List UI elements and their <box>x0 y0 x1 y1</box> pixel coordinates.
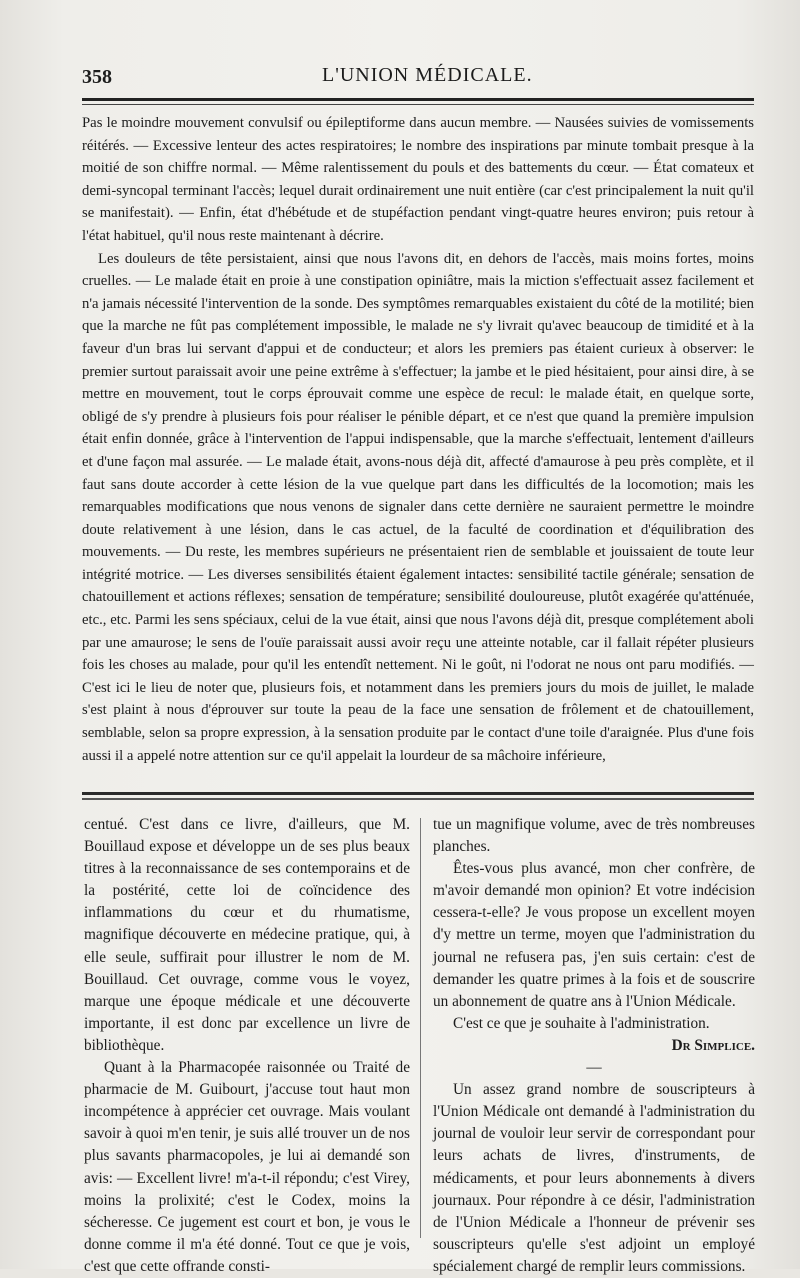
feuilleton-right-column <box>433 814 755 1278</box>
left-paragraph-1: centué. C'est dans ce livre, d'ailleurs, que M. Bouillaud expose et développe un de ses plus beaux titres à la reconnaissance de ses contemporains et de la postérité, cette loi de coïncidence des inflammations du cœur et du rhumatisme, magnifique découverte en médecine pratique, qui, à elle seule, suffirait pour illustrer le nom de M. Bouillaud. Cet ouvrage, comme vous le voyez, marque une époque médicale et une découverte importante, il est donc par excellence un livre de bibliothèque. <box>84 816 410 1054</box>
right-paragraph-1: tue un magnifique volume, avec de très nombreuses planches. <box>433 816 755 856</box>
section-separator: — <box>586 1059 602 1077</box>
right-paragraph-4: Un assez grand nombre de souscripteurs à l'Union Médicale ont demandé à l'administration du journal de vouloir leur servir de correspondant pour leurs achats de livres, d'instruments, de médicaments, et pour leurs abonnements à divers journaux. Pour répondre à ce désir, l'administration de l'Union Médicale a l'honneur de prévenir ses souscripteurs qu'elle s'est adjoint un employé spécialement chargé de remplir leurs commissions. <box>433 1081 755 1275</box>
feuilleton-left-column <box>84 814 410 1278</box>
main-article-text <box>82 112 754 767</box>
header-rule <box>82 98 754 101</box>
right-paragraph-3: C'est ce que je souhaite à l'administration. <box>453 1014 710 1032</box>
column-divider <box>420 818 421 1238</box>
main-paragraph-2: Les douleurs de tête persistaient, ainsi que nous l'avons dit, en dehors de l'accès, mais moins fortes, moins cruelles. — Le malade était en proie à une constipation opiniâtre, mais la miction s'effectuait assez facilement et n'a jamais nécessité l'intervention de la sonde. Des symptômes remarquables existaient du côté de la motilité; bien que la marche ne fût pas complétement impossible, le malade ne s'y livrait qu'avec beaucoup de timidité et à la faveur d'un bras lui servant d'appui et de conducteur; et alors les premiers pas étaient curieux à observer: le premier surtout paraissait avoir une peine extrême à s'effectuer; la jambe et le pied hésitaient, pour ainsi dire, à se mettre en mouvement, tout le corps éprouvait comme une espèce de recul: le malade était, en quelque sorte, obligé de s'y prendre à plusieurs fois pour réaliser le pénible départ, et ce n'est que quand la première impulsion était enfin donnée, grâce à l'intervention de l'appui indispensable, que la marche s'effectuait, lentement d'ailleurs et d'une façon mal assurée. — Le malade était, avons-nous déjà dit, affecté d'amaurose à peu près complète, et il faut sans doute accorder à cette lésion de la vue quelque part dans les difficultés de la locomotion; mais les remarquables modifications que nous venons de signaler dans cette dernière ne sauraient permettre le moindre doute relativement à une lésion, dans le cas actuel, de la faculté de coordination et d'équilibration des mouvements. — Du reste, les membres supérieurs ne présentaient rien de semblable et jouissaient de toute leur intégrité motrice. — Les diverses sensibilités étaient également intactes: sensibilité tactile générale; sensation de chatouillement et actions réflexes; sensation de température; sensibilité douloureuse, plutôt exagérée qu'atténuée, etc., etc. Parmi les sens spéciaux, celui de la vue était, ainsi que nous l'avons déjà dit, presque complétement aboli par une amaurose; le sens de l'ouïe paraissait aussi avoir reçu une atteinte notable, car il fallait répéter plusieurs fois les choses au malade, pour qu'il les entendît nettement. Ni le goût, ni l'odorat ne nous ont paru modifiés. — C'est ici le lieu de noter que, plusieurs fois, et notamment dans les premiers jours du mois de juillet, le malade s'est plaint à nous d'éprouver sur toute la peau de la face une sensation de frôlement et de chatouillement, semblable, selon sa propre expression, à la sensation produite par le contact d'une toile d'araignée. Plus d'une fois aussi il a appelé notre attention sur ce qu'il appelait la lourdeur de sa mâchoire inférieure, <box>82 250 754 764</box>
page-number: 358 <box>82 66 112 88</box>
journal-title: L'UNION MÉDICALE. <box>322 64 533 86</box>
main-paragraph-1: Pas le moindre mouvement convulsif ou épileptiforme dans aucun membre. — Nausées suivies de vomissements réitérés. — Excessive lenteur des actes respiratoires; le nombre des inspirations par minute tombait presque à la moitié de son chiffre normal. — Même ralentissement du pouls et des battements du cœur. — État comateux et demi-syncopal terminant l'accès; lequel durait ordinairement une nuit entière (car c'est principalement la nuit qu'il se manifestait). — Enfin, état d'hébétude et de stupéfaction pendant vingt-quatre heures environ; puis retour à l'état habituel, qu'il nous reste maintenant à décrire. <box>82 115 754 244</box>
right-paragraph-2: Êtes-vous plus avancé, mon cher confrère, de m'avoir demandé mon opinion? Et votre indécision cessera-t-elle? Je vous propose un excellent moyen d'y mettre un terme, moyen que l'administration du journal ne refusera pas, j'en suis certain: c'est de demander les quatre primes à la fois et de souscrire un abonnement de quatre ans à l'Union Médicale. <box>433 860 755 1010</box>
feuilleton-rule <box>82 792 754 795</box>
signature: Dr Simplice. <box>671 1036 755 1054</box>
header-rule-thin <box>82 104 754 105</box>
feuilleton-rule-thin <box>82 798 754 800</box>
page-header <box>82 62 752 92</box>
left-paragraph-2: Quant à la Pharmacopée raisonnée ou Traité de pharmacie de M. Guibourt, j'accuse tout haut mon incompétence à apprécier cet ouvrage. Mais voulant savoir à quoi m'en tenir, je suis allé trouver un de nos plus savants pharmacopoles, je lui ai demandé son avis: — Excellent livre! m'a-t-il répondu; c'est Virey, moins la prolixité; c'est le Codex, moins la sécheresse. Ce jugement est court et bon, je vous le donne comme il m'a été donné. Tout ce que je vois, c'est que cette offrande consti- <box>84 1059 410 1275</box>
